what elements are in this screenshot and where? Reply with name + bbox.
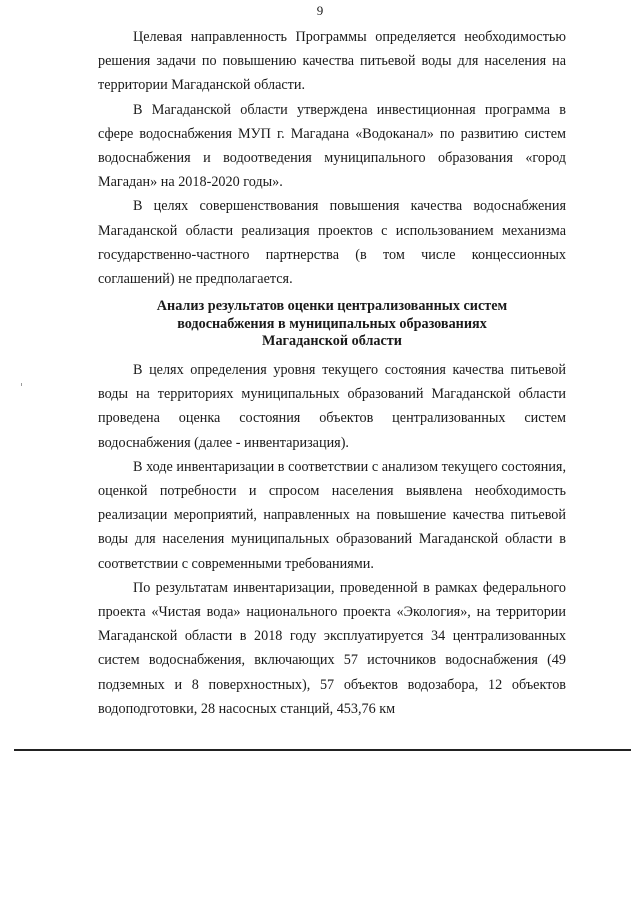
paragraph-public-private-partnership: В целях совершенствования повышения качества водоснабжения Магаданской области реализация проектов с использованием механизма государственно-частного партнерства (в том числе концессионных соглашений) не предполагается. [98, 198, 566, 288]
page-bottom-rule [14, 749, 631, 751]
page-number: 9 [316, 3, 324, 18]
scan-mark [21, 383, 22, 386]
section-heading [98, 298, 566, 351]
section-heading-line: водоснабжения в муниципальных образованиях [177, 315, 487, 332]
paragraph-assessment: В целях определения уровня текущего состояния качества питьевой воды на территориях муниципальных образований Магаданской области проведена оценка состояния объектов централизованных систем водоснабжения (далее - инвентаризация). [98, 362, 566, 451]
section-heading-line: Магаданской области [262, 333, 402, 349]
paragraph-program-focus: Целевая направленность Программы определяется необходимостью решения задачи по повышению качества питьевой воды для населения на территории Магаданской области. [98, 29, 566, 94]
section-heading-line: Анализ результатов оценки централизованных систем [156, 298, 508, 314]
section-text-block [98, 358, 566, 721]
paragraph-inventory-findings: В ходе инвентаризации в соответствии с анализом текущего состояния, оценкой потребности и спросом населения выявлена необходимость реализации мероприятий, направленных на повышение качества питьевой воды для населения муниципальных образований Магаданской области в соответствии с современными требованиями. [98, 458, 566, 572]
paragraph-inventory-results: По результатам инвентаризации, проведенной в рамках федерального проекта «Чистая вода» национального проекта «Экология», на территории Магаданской области в 2018 году эксплуатируется 34 централизованных систем водоснабжения, включающих 57 источников водоснабжения (49 подземных и 8 поверхностных), 57 объектов водозабора, 12 объектов водоподготовки, 28 насосных станций, 453,76 км [98, 579, 566, 717]
intro-text-block [98, 25, 566, 291]
paragraph-investment-program: В Магаданской области утверждена инвестиционная программа в сфере водоснабжения МУП г. Магадана «Водоканал» по развитию систем водоснабжения и водоотведения муниципального образования «город Магадан» на 2018-2020 годы». [98, 101, 566, 191]
